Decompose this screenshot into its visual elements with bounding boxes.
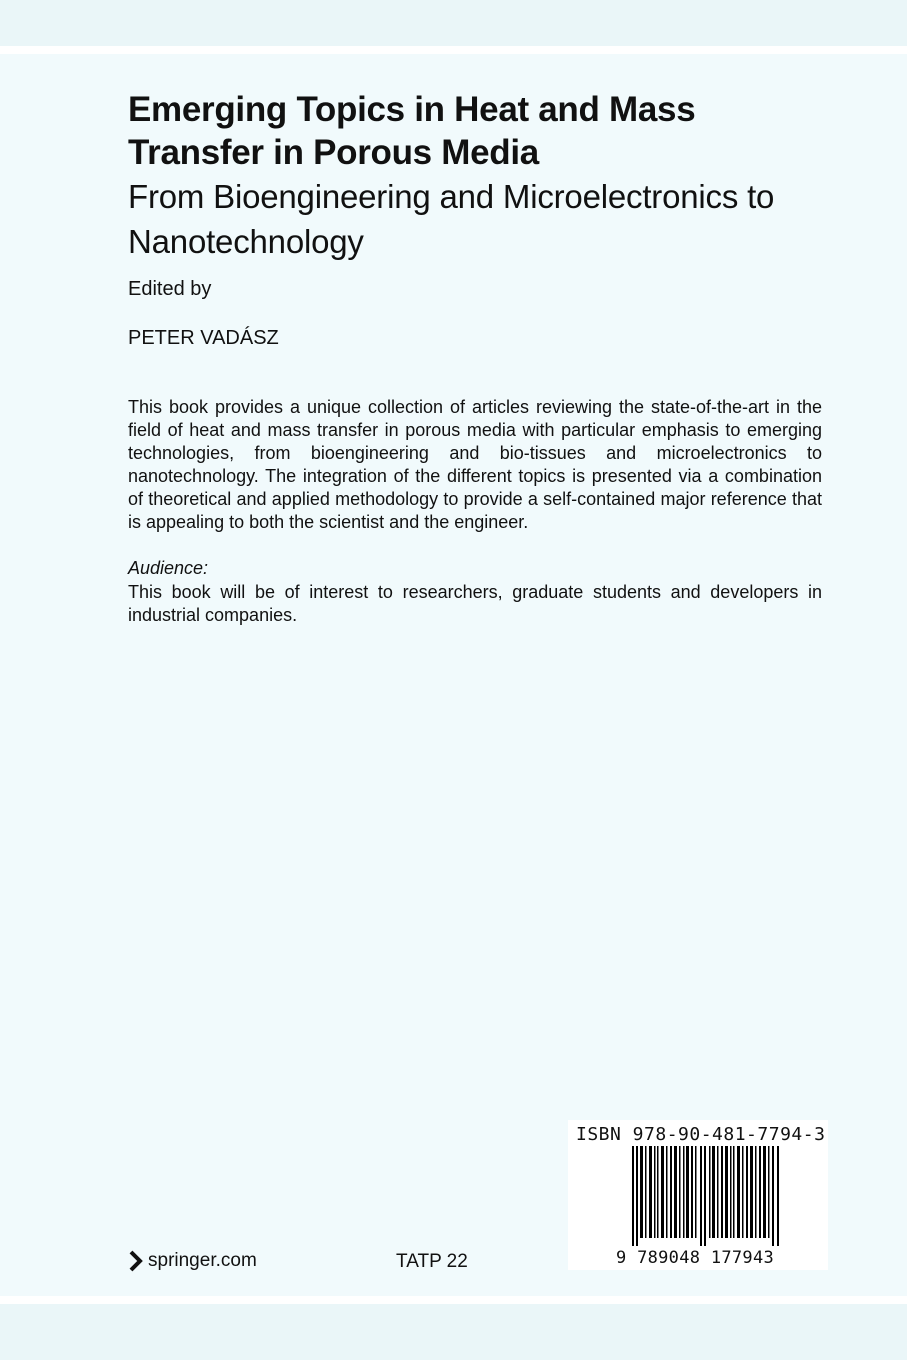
book-subtitle: From Bioengineering and Microelectronics to Nanotechnology <box>128 178 775 260</box>
chevron-right-icon <box>128 1250 144 1272</box>
audience-label: Audience: <box>128 558 209 578</box>
publisher-link-text[interactable]: springer.com <box>148 1250 257 1271</box>
isbn-barcode <box>568 1120 828 1270</box>
book-description: This book provides a unique collection of articles reviewing the state-of-the-art in the field of heat and mass transfer in porous media with particular emphasis to emerging technologies, from bioengineering and bio-tissues and microelectronics to nanotechnology. The integration of the different topics is presented via a combination of theoretical and applied methodology to provide a self-contained major reference that is appealing to both the scientist and the engineer. <box>128 397 822 532</box>
barcode-digits: 9 789048 177943 <box>616 1248 775 1268</box>
editor-name: PETER VADÁSZ <box>128 327 279 349</box>
audience-text: This book will be of interest to researchers, graduate students and developers in industrial companies. <box>128 582 822 625</box>
isbn-label: ISBN 978-90-481-7794-3 <box>576 1124 826 1145</box>
barcode-bars <box>632 1146 780 1246</box>
edited-by-label: Edited by <box>128 278 212 300</box>
publisher-link[interactable] <box>128 1250 257 1272</box>
book-title: Emerging Topics in Heat and Mass Transfer in Porous Media <box>128 90 696 172</box>
series-code: TATP 22 <box>396 1251 468 1272</box>
